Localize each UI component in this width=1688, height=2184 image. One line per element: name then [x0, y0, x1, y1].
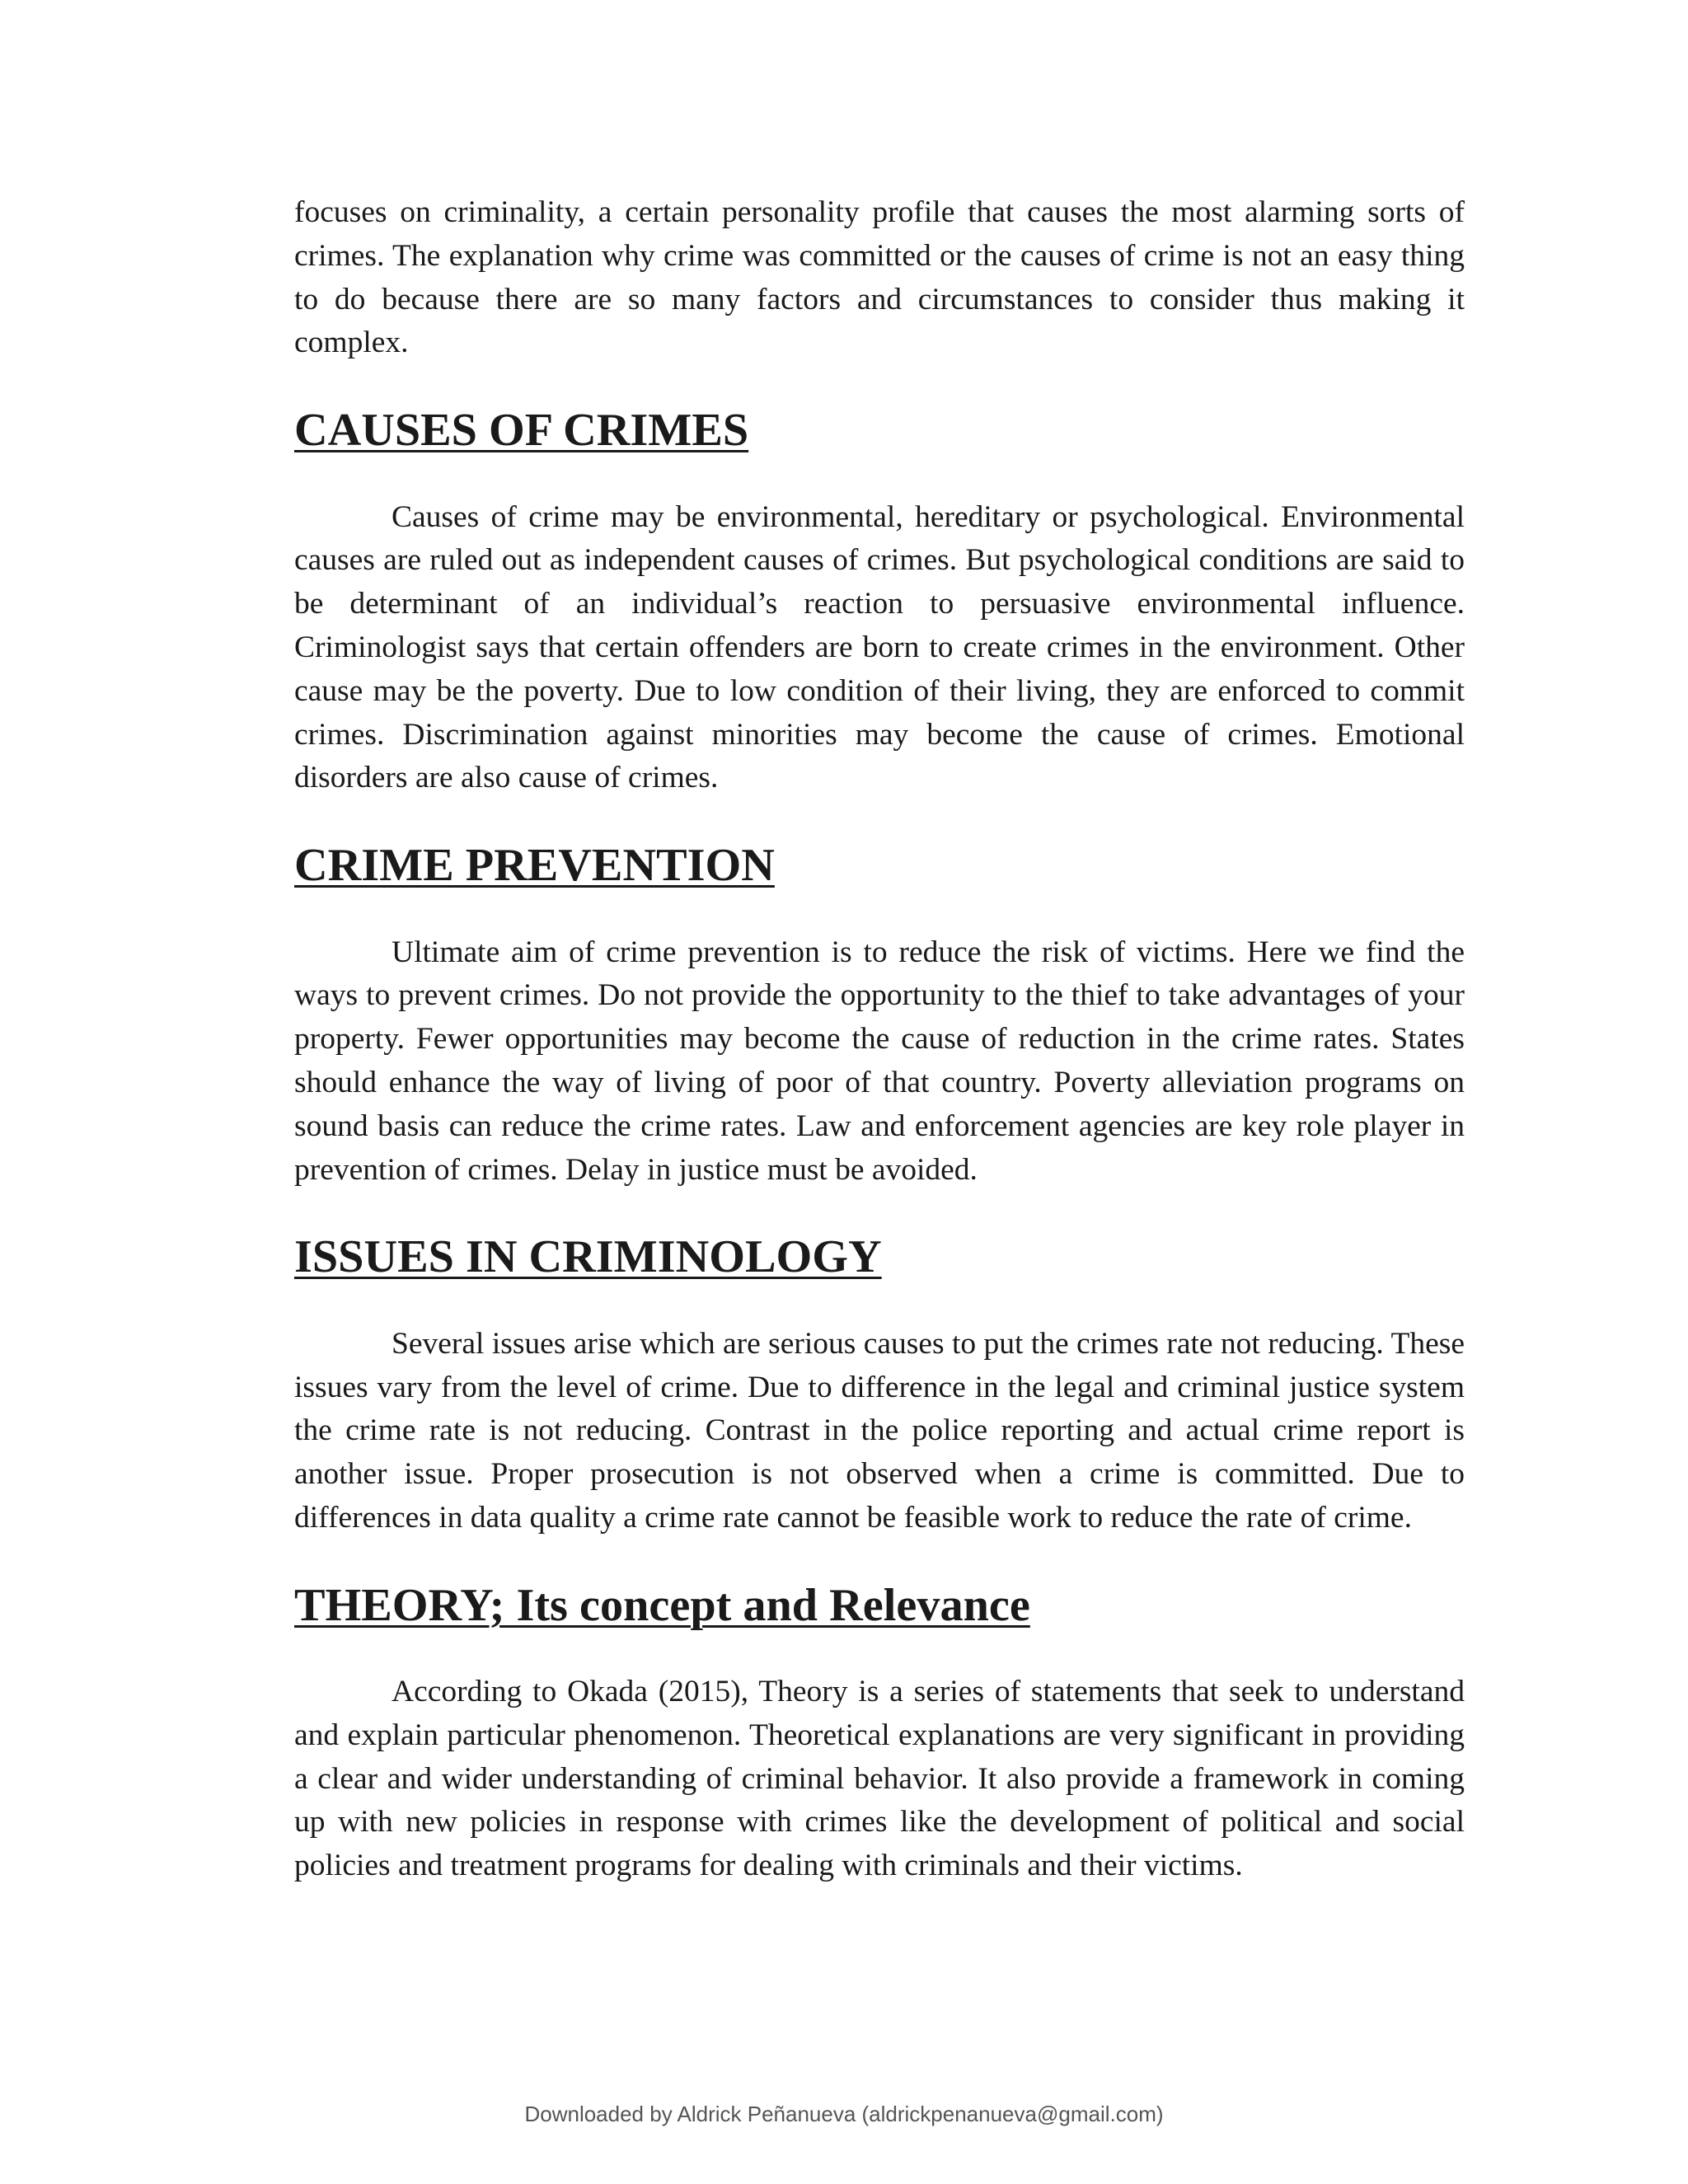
paragraph-issues-in-criminology: Several issues arise which are serious causes to put the crimes rate not reducing. These issues vary from the level of crime. Due to difference in the legal and criminal justice system the crime rate is not reducing. Contrast in the police reporting and actual crime report is another issue. Proper prosecution is not observed when a crime is committed. Due to differences in data quality a crime rate cannot be feasible work to reduce the rate of crime. — [294, 1326, 1465, 1535]
intro-paragraph: focuses on criminality, a certain personality profile that causes the most alarming sorts of crimes. The explanation why crime was committed or the causes of crime is not an easy thing to do because there are so many factors and circumstances to consider thus making it complex. — [294, 195, 1465, 360]
heading-crime-prevention: CRIME PREVENTION — [294, 839, 775, 891]
heading-issues-in-criminology: ISSUES IN CRIMINOLOGY — [294, 1231, 882, 1283]
paragraph-causes-of-crimes: Causes of crime may be environmental, hereditary or psychological. Environmental causes are ruled out as independent causes of crimes. But psychological conditions are said to be determinant of an individual’s reaction to persuasive environmental influence. Criminologist says that certain offenders are born to create crimes in the environment. Other cause may be the poverty. Due to low condition of their living, they are enforced to commit crimes. Discrimination against minorities may become the cause of crimes. Emotional disorders are also cause of crimes. — [294, 499, 1465, 795]
document-page — [294, 191, 1465, 1888]
download-footer: Downloaded by Aldrick Peñanueva (aldrickpenanueva@gmail.com) — [524, 2102, 1164, 2126]
paragraph-crime-prevention: Ultimate aim of crime prevention is to reduce the risk of victims. Here we find the ways to prevent crimes. Do not provide the opportunity to the thief to take advantages of your property. Fewer opportunities may become the cause of reduction in the crime rates. States should enhance the way of living of poor of that country. Poverty alleviation programs on sound basis can reduce the crime rates. Law and enforcement agencies are key role player in prevention of crimes. Delay in justice must be avoided. — [294, 935, 1465, 1187]
heading-theory-concept-relevance: THEORY; Its concept and Relevance — [294, 1579, 1030, 1631]
heading-causes-of-crimes: CAUSES OF CRIMES — [294, 404, 749, 456]
paragraph-theory-concept-relevance: According to Okada (2015), Theory is a series of statements that seek to understand and explain particular phenomenon. Theoretical explanations are very significant in providing a clear and wider understanding of criminal behavior. It also provide a framework in coming up with new policies in response with crimes like the development of political and social policies and treatment programs for dealing with criminals and their victims. — [294, 1675, 1465, 1883]
